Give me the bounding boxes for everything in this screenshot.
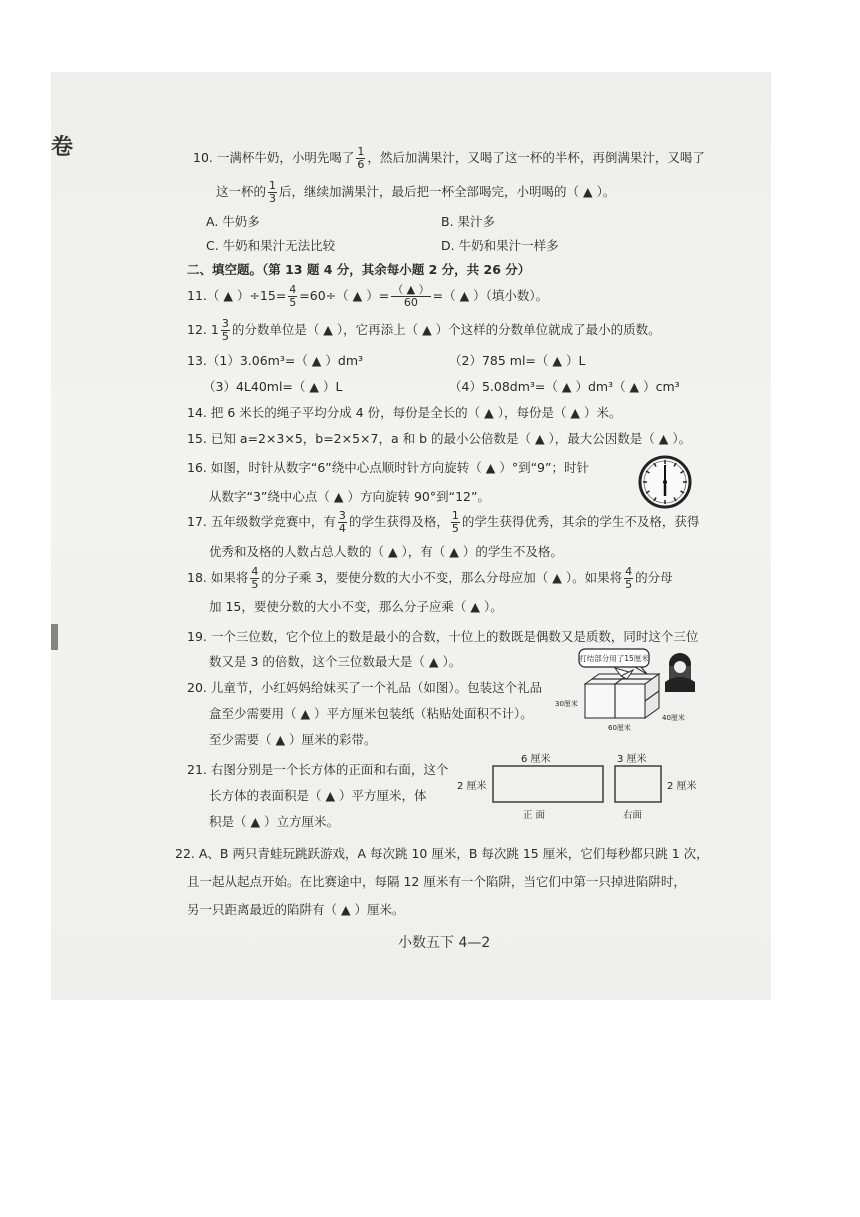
q16-line2: 从数字“3”绕中心点（ ▲ ）方向旋转 90°到“12”。 bbox=[209, 489, 490, 504]
q13-part2: （2）785 ml=（ ▲ ）L bbox=[449, 353, 586, 368]
gift-width-label: 40厘米 bbox=[662, 714, 685, 722]
q14: 14. 把 6 米长的绳子平均分成 4 份，每份是全长的（ ▲ ），每份是（ ▲ ）米。 bbox=[187, 405, 622, 420]
q19-line2: 数又是 3 的倍数，这个三位数最大是（ ▲ ）。 bbox=[209, 654, 462, 669]
margin-smudge bbox=[51, 624, 58, 650]
q22-line1: 22. A、B 两只青蛙玩跳跃游戏，A 每次跳 10 厘米，B 每次跳 15 厘米，它们每秒都只跳 1 次， bbox=[175, 846, 709, 861]
q20-line1: 20. 儿童节，小红妈妈给妹买了一个礼品（如图）。包装这个礼品 bbox=[187, 680, 543, 695]
fraction: $\frac{4}{5}$ bbox=[289, 283, 297, 309]
gift-height-label: 30厘米 bbox=[555, 700, 578, 708]
q10-line1: 10. 一满杯牛奶，小明先喝了 $\frac{1}{6}$ ，然后加满果汁，又喝了这一杯的半杯，再倒满果汁，又喝了 bbox=[193, 145, 705, 171]
front-height-label: 2 厘米 bbox=[457, 781, 487, 792]
right-height-label: 2 厘米 bbox=[667, 781, 697, 792]
bubble-text: 打结部分用了15厘米 bbox=[579, 654, 649, 663]
page-footer: 小数五下 4—2 bbox=[398, 935, 491, 951]
front-width-label: 6 厘米 bbox=[521, 754, 551, 765]
q20-line2: 盒至少需要用（ ▲ ）平方厘米包装纸（粘贴处面积不计）。 bbox=[209, 706, 533, 721]
gift-box-figure bbox=[529, 646, 707, 742]
fraction: $\frac{4}{5}$ bbox=[251, 565, 259, 591]
fraction: $\frac{1}{3}$ bbox=[269, 179, 277, 205]
front-view-label: 正 面 bbox=[523, 810, 546, 821]
q18-line2: 加 15，要使分数的大小不变，那么分子应乘（ ▲ ）。 bbox=[209, 599, 503, 614]
q22-line3: 另一只距离最近的陷阱有（ ▲ ）厘米。 bbox=[187, 902, 405, 917]
q13-part3: （3）4L40ml=（ ▲ ）L bbox=[203, 379, 343, 394]
q10-line2: 这一杯的 $\frac{1}{3}$ 后，继续加满果汁，最后把一杯全部喝完，小明喝的（ ▲ ）。 bbox=[216, 179, 616, 205]
fraction: $\frac{1}{5}$ bbox=[451, 509, 459, 535]
q15: 15. 已知 a=2×3×5，b=2×5×7，a 和 b 的最小公倍数是（ ▲ ），最大公因数是（ ▲ ）。 bbox=[187, 431, 692, 446]
q19-line1: 19. 一个三位数，它个位上的数是最小的合数，十位上的数既是偶数又是质数，同时这个三位 bbox=[187, 629, 699, 644]
scanned-page-photo bbox=[51, 72, 771, 1000]
gift-length-label: 60厘米 bbox=[608, 724, 631, 732]
fraction: $\frac{3}{5}$ bbox=[221, 317, 229, 343]
q22-line2: 且一起从起点开始。在比赛途中，每隔 12 厘米有一个陷阱，当它们中第一只掉进陷阱时， bbox=[187, 874, 686, 889]
q13-part1: 13.（1）3.06m³=（ ▲ ）dm³ bbox=[187, 353, 364, 368]
q10-option-a: A. 牛奶多 bbox=[206, 214, 260, 229]
fraction: $\frac{1}{6}$ bbox=[357, 145, 365, 171]
fraction: $\frac{3}{4}$ bbox=[338, 509, 346, 535]
q17-line1: 17. 五年级数学竞赛中，有 $\frac{3}{4}$ 的学生获得及格， $\frac{1}{5}$ 的学生获得优秀，其余的学生不及格，获得 bbox=[187, 509, 700, 535]
cuboid-views-figure bbox=[451, 752, 711, 822]
clock-figure bbox=[637, 454, 693, 510]
section-title: 二、填空题。（第 13 题 4 分，其余每小题 2 分，共 26 分） bbox=[187, 262, 531, 277]
q10-option-d: D. 牛奶和果汁一样多 bbox=[441, 238, 559, 253]
q12: 12. 1 $\frac{3}{5}$ 的分数单位是（ ▲ ），它再添上（ ▲ ）个这样的分数单位就成了最小的质数。 bbox=[187, 317, 661, 343]
q16-line1: 16. 如图，时针从数字“6”绕中心点顺时针方向旋转（ ▲ ）°到“9”；时针 bbox=[187, 460, 589, 475]
q21-line2: 长方体的表面积是（ ▲ ）平方厘米，体 bbox=[209, 788, 427, 803]
q18-line1: 18. 如果将 $\frac{4}{5}$ 的分子乘 3，要使分数的大小不变，那么分母应加（ ▲ ）。如果将 $\frac{4}{5}$ 的分母 bbox=[187, 565, 673, 591]
q21-line1: 21. 右图分别是一个长方体的正面和右面，这个 bbox=[187, 762, 449, 777]
right-view-label: 右面 bbox=[623, 810, 643, 821]
q20-line3: 至少需要（ ▲ ）厘米的彩带。 bbox=[209, 732, 377, 747]
q10-option-b: B. 果汁多 bbox=[441, 214, 496, 229]
q10-option-c: C. 牛奶和果汁无法比较 bbox=[206, 238, 336, 253]
q13-part4: （4）5.08dm³=（ ▲ ）dm³（ ▲ ）cm³ bbox=[449, 379, 680, 394]
q17-line2: 优秀和及格的人数占总人数的（ ▲ ），有（ ▲ ）的学生不及格。 bbox=[209, 544, 563, 559]
right-width-label: 3 厘米 bbox=[617, 754, 647, 765]
q21-line3: 积是（ ▲ ）立方厘米。 bbox=[209, 814, 340, 829]
fraction: $\frac{4}{5}$ bbox=[625, 565, 633, 591]
q11: 11.（ ▲ ）÷15= $\frac{4}{5}$ =60÷（ ▲ ）= $\frac{( ▲ )}{60}$ =（ ▲ ）（填小数）。 bbox=[187, 283, 549, 309]
margin-character: 卷 bbox=[51, 134, 74, 160]
fraction: $\frac{( ▲ )}{60}$ bbox=[392, 283, 430, 309]
